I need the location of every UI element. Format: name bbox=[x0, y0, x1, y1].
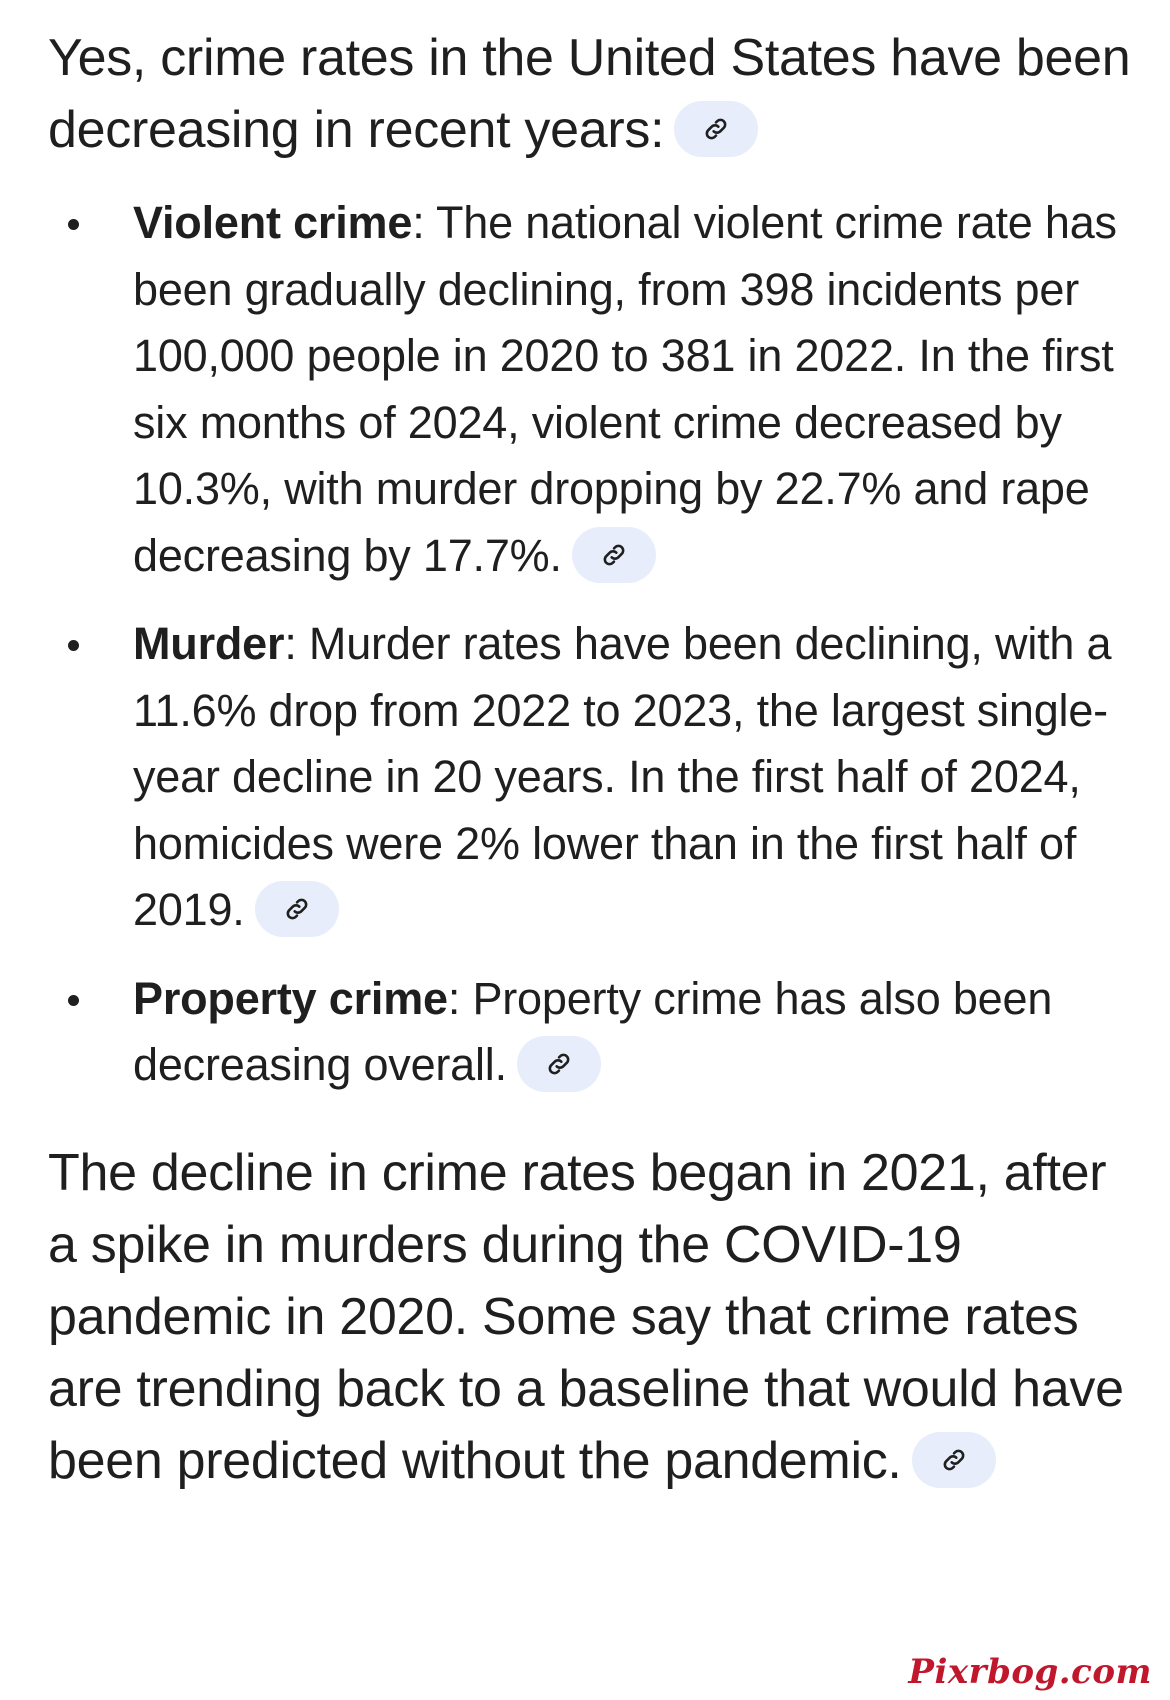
list-item bbox=[48, 611, 1138, 944]
intro-paragraph bbox=[48, 22, 1138, 166]
link-icon bbox=[940, 1446, 968, 1474]
watermark: Pixrbog.com bbox=[908, 1652, 1152, 1692]
bullet-text: Murder rates have been declining, with a 11.6% drop from 2022 to 2023, the largest single-year decline in 20 years. In the first half of 2024, homicides were 2% lower than in the first half of 2019. bbox=[133, 618, 1112, 935]
bullet-term: Violent crime bbox=[133, 197, 413, 248]
crime-bullet-list bbox=[48, 190, 1138, 1099]
bullet-term: Murder bbox=[133, 618, 285, 669]
bullet-dot bbox=[68, 219, 79, 230]
source-link-button[interactable] bbox=[572, 527, 656, 583]
bullet-separator: : bbox=[447, 972, 461, 1024]
list-item bbox=[48, 966, 1138, 1099]
source-link-button[interactable] bbox=[912, 1432, 996, 1488]
source-link-button[interactable] bbox=[674, 101, 758, 157]
source-link-button[interactable] bbox=[517, 1036, 601, 1092]
bullet-separator: : bbox=[412, 197, 425, 248]
response-content bbox=[48, 22, 1138, 1497]
link-icon bbox=[702, 115, 730, 143]
list-item bbox=[48, 190, 1138, 589]
bullet-dot bbox=[68, 640, 79, 651]
bullet-separator: : bbox=[284, 618, 297, 669]
outro-paragraph bbox=[48, 1137, 1138, 1497]
bullet-term: Property crime bbox=[133, 972, 448, 1024]
bullet-text: The national violent crime rate has been gradually declining, from 398 incidents per 100,000 people in 2020 to 381 in 2022. In the first six months of 2024, violent crime decreased by 10.3%, with murder dropping by 22.7% and rape decreasing by 17.7%. bbox=[133, 197, 1117, 581]
source-link-button[interactable] bbox=[255, 881, 339, 937]
intro-text: Yes, crime rates in the United States have been decreasing in recent years: bbox=[48, 29, 1131, 159]
bullet-dot bbox=[68, 995, 79, 1006]
link-icon bbox=[600, 541, 628, 569]
link-icon bbox=[283, 895, 311, 923]
link-icon bbox=[545, 1050, 573, 1078]
bullet-text: Property crime has also been decreasing overall. bbox=[133, 972, 1053, 1090]
outro-text: The decline in crime rates began in 2021, after a spike in murders during the COVID-19 pandemic in 2020. Some say that crime rates are trending back to a baseline that would have been predicted without the pandemic. bbox=[48, 1143, 1124, 1490]
